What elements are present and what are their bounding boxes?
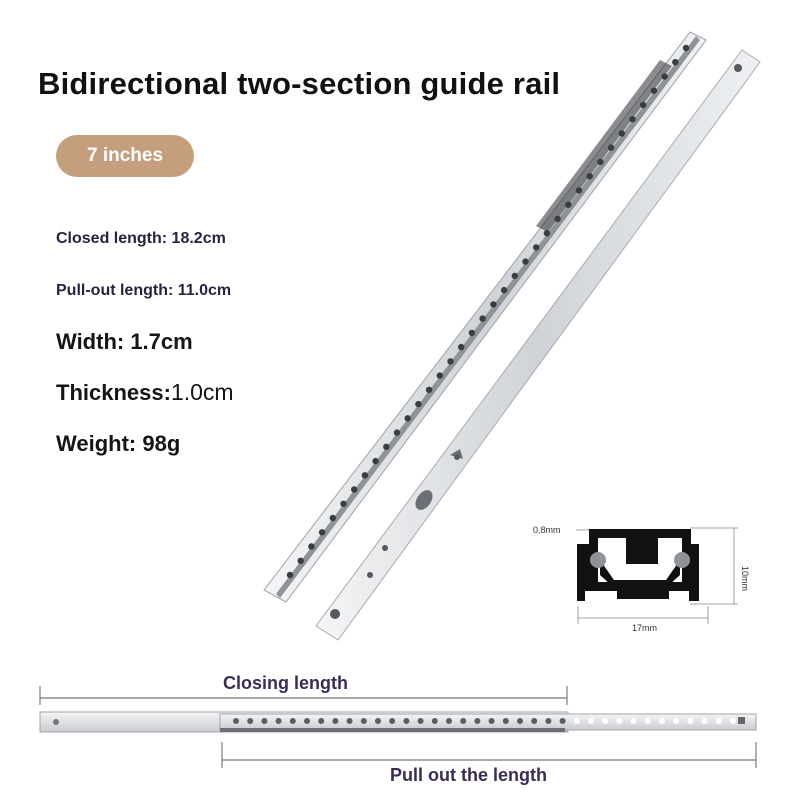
rail-hole bbox=[276, 718, 282, 724]
rail-hole bbox=[261, 718, 267, 724]
rail-hole bbox=[233, 718, 239, 724]
wall-thickness-label: 0.8mm bbox=[533, 525, 561, 535]
rail-hole bbox=[469, 330, 475, 336]
rail-hole bbox=[560, 718, 566, 724]
spec-width: Width: 1.7cm bbox=[56, 329, 193, 354]
rail-hole bbox=[351, 486, 357, 492]
rail-hole bbox=[361, 718, 367, 724]
rail-hole bbox=[544, 230, 550, 236]
spec-pullout-length: Pull-out length: 11.0cm bbox=[56, 282, 232, 299]
rail-hole bbox=[673, 718, 679, 724]
rail-hole bbox=[554, 216, 560, 222]
rail-hole bbox=[533, 244, 539, 250]
rail-hole bbox=[426, 387, 432, 393]
rail-hole bbox=[619, 130, 625, 136]
closing-length-label: Closing length bbox=[223, 673, 348, 693]
rail-hole bbox=[298, 558, 304, 564]
rail-hole bbox=[319, 529, 325, 535]
rail-hole bbox=[597, 159, 603, 165]
rail-hole bbox=[247, 718, 253, 724]
rail-hole bbox=[545, 718, 551, 724]
rail-hole bbox=[458, 344, 464, 350]
rail-hole bbox=[608, 145, 614, 151]
rail-hole bbox=[629, 116, 635, 122]
rail-hole bbox=[640, 102, 646, 108]
rail-hole bbox=[394, 429, 400, 435]
spec-thickness-value: 1.0cm bbox=[170, 379, 234, 405]
rail-hole bbox=[290, 718, 296, 724]
rail-hole bbox=[437, 372, 443, 378]
rail-hole bbox=[460, 718, 466, 724]
rail-hole bbox=[651, 88, 657, 94]
rail-hole bbox=[383, 444, 389, 450]
product-title: Bidirectional two-section guide rail bbox=[38, 66, 561, 101]
rail-hole bbox=[661, 73, 667, 79]
rail-hole bbox=[730, 718, 736, 724]
rail-hole bbox=[318, 718, 324, 724]
rail-hole bbox=[587, 173, 593, 179]
rail-hole bbox=[683, 45, 689, 51]
rail-hole bbox=[489, 718, 495, 724]
rail-hole bbox=[362, 472, 368, 478]
rail-hole bbox=[659, 718, 665, 724]
rail-hole bbox=[418, 718, 424, 724]
rail-hole bbox=[432, 718, 438, 724]
rail-hole bbox=[565, 202, 571, 208]
rail-hole bbox=[304, 718, 310, 724]
rail-hole bbox=[672, 59, 678, 65]
rail-hole bbox=[474, 718, 480, 724]
rail-hole bbox=[574, 718, 580, 724]
rail-hole bbox=[512, 273, 518, 279]
spec-weight: Weight: 98g bbox=[56, 431, 181, 456]
rail-hole bbox=[687, 718, 693, 724]
rail-hole bbox=[447, 358, 453, 364]
rail-hole bbox=[287, 572, 293, 578]
rail-hole bbox=[375, 718, 381, 724]
rail-hole bbox=[347, 718, 353, 724]
cross-section-diagram bbox=[533, 525, 750, 633]
size-badge: 7 inches bbox=[56, 135, 194, 177]
rail-hole bbox=[479, 315, 485, 321]
width-label: 17mm bbox=[632, 623, 658, 633]
spec-closed-length: Closed length: 18.2cm bbox=[56, 230, 226, 247]
pullout-length-label: Pull out the length bbox=[390, 765, 547, 785]
rail-hole bbox=[330, 515, 336, 521]
rail-hole bbox=[531, 718, 537, 724]
rail-hole bbox=[522, 258, 528, 264]
rail-hole bbox=[576, 187, 582, 193]
rail-hole bbox=[389, 718, 395, 724]
rail-hole bbox=[340, 501, 346, 507]
rail-hole bbox=[501, 287, 507, 293]
rail-hole bbox=[631, 718, 637, 724]
rail-hole bbox=[517, 718, 523, 724]
rail-hole bbox=[332, 718, 338, 724]
closed-rail-image bbox=[264, 32, 706, 602]
rail-hole bbox=[446, 718, 452, 724]
rail-hole bbox=[372, 458, 378, 464]
horizontal-rail-image bbox=[40, 686, 756, 768]
rail-hole bbox=[716, 718, 722, 724]
rail-hole bbox=[503, 718, 509, 724]
rail-hole bbox=[645, 718, 651, 724]
rail-hole bbox=[403, 718, 409, 724]
rail-hole bbox=[490, 301, 496, 307]
rail-hole bbox=[415, 401, 421, 407]
rail-hole bbox=[308, 543, 314, 549]
rail-hole bbox=[602, 718, 608, 724]
height-label: 10mm bbox=[740, 566, 750, 592]
rail-hole bbox=[702, 718, 708, 724]
rail-hole bbox=[616, 718, 622, 724]
spec-thickness-label: Thickness: bbox=[56, 380, 171, 405]
rail-hole bbox=[405, 415, 411, 421]
rail-hole bbox=[588, 718, 594, 724]
